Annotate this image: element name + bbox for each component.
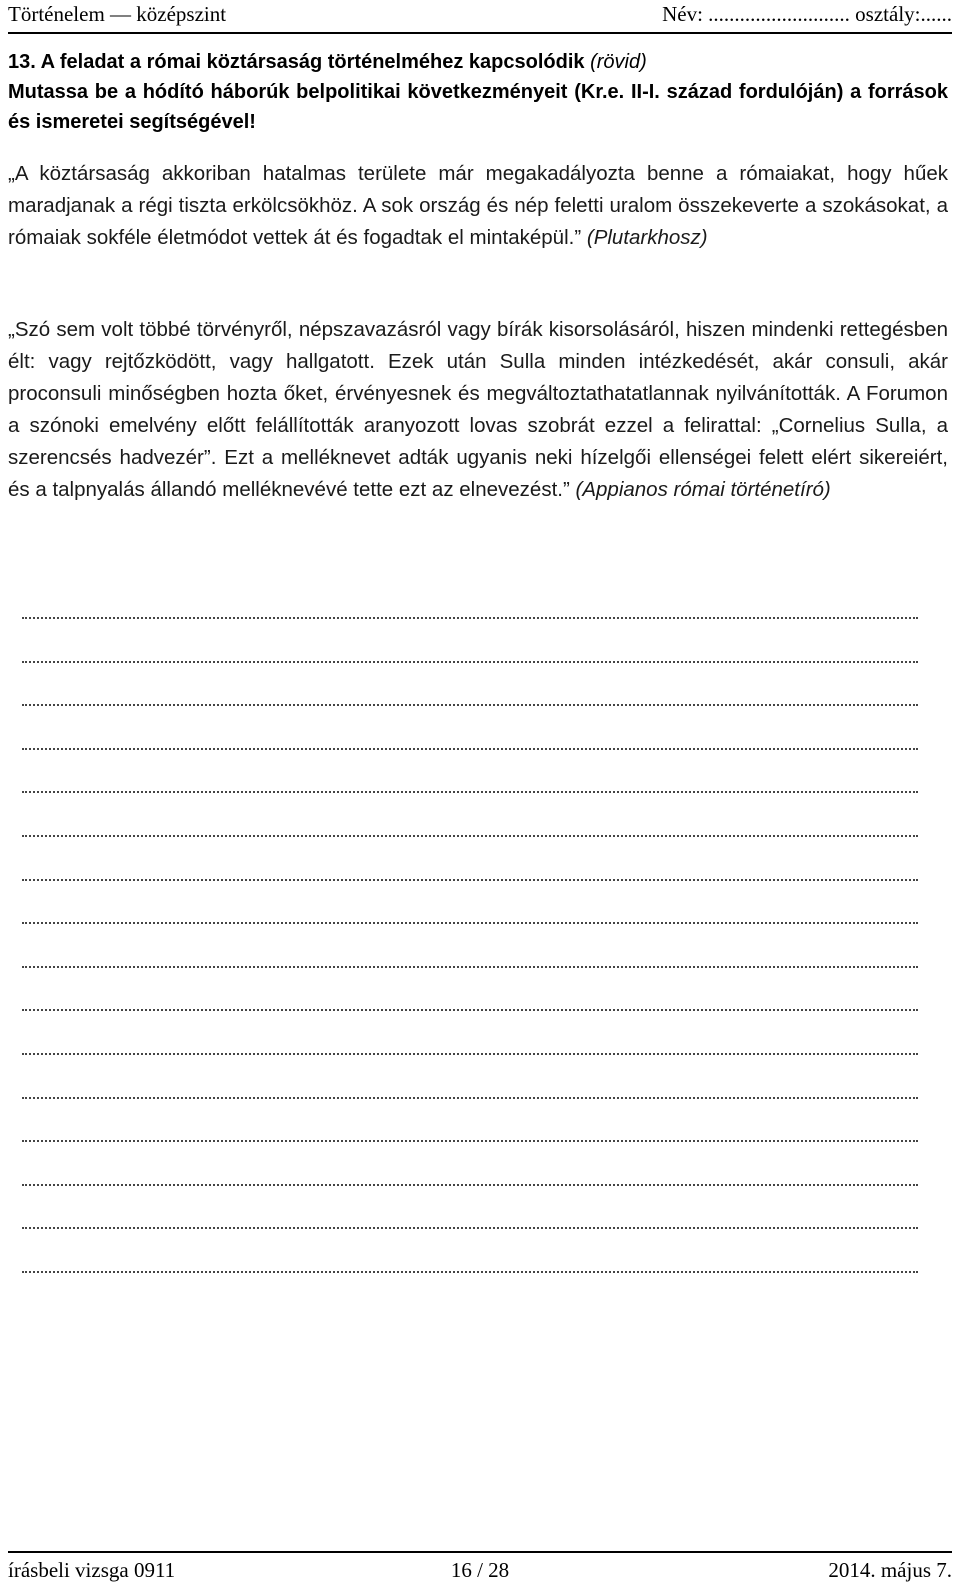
answer-line[interactable]: [22, 1009, 918, 1011]
source-text: „A köztársaság akkoriban hatalmas területe már megakadályozta benne a rómaiakat, hogy hűek maradjanak a régi tiszta erkölcsökhöz. A sok ország és nép feletti uralom összekeverte a szokásokat, a rómaiak sokféle életmódot vettek át és fogadtak el mintaképül.”: [8, 162, 948, 249]
answer-line[interactable]: [22, 922, 918, 924]
answer-line[interactable]: [22, 617, 918, 619]
footer-page-number: 16 / 28: [450, 1558, 510, 1582]
answer-line[interactable]: [22, 1097, 918, 1099]
answer-line[interactable]: [22, 1271, 918, 1273]
answer-line[interactable]: [22, 1227, 918, 1229]
question-task: Mutassa be a hódító háborúk belpolitikai következményeit (Kr.e. II-I. század fordulóján) a források és ismeretei segítségével!: [8, 81, 948, 133]
header-rule: [8, 32, 952, 34]
header-subject: Történelem — középszint: [8, 2, 227, 26]
question-qualifier: (rövid): [590, 51, 647, 73]
answer-line[interactable]: [22, 879, 918, 881]
header-name-class-field: Név: ........................... osztály:......: [662, 2, 952, 26]
page-header: [0, 0, 960, 30]
source-appianos: [8, 314, 948, 506]
answer-line[interactable]: [22, 835, 918, 837]
question-block: [8, 47, 948, 137]
answer-line[interactable]: [22, 1184, 918, 1186]
answer-line[interactable]: [22, 748, 918, 750]
answer-line[interactable]: [22, 704, 918, 706]
source-attribution: (Appianos római történetíró): [575, 478, 831, 501]
footer-exam-code: írásbeli vizsga 0911: [8, 1558, 176, 1582]
footer-rule: [8, 1551, 952, 1553]
answer-line[interactable]: [22, 661, 918, 663]
source-text: „Szó sem volt többé törvényről, népszavazásról vagy bírák kisorsolásáról, hiszen mindenki rettegésben élt: vagy rejtőzködött, vagy hallgatott. Ezek után Sulla minden intézkedését, akár consuli, akár proconsuli minőségben hozta őket, érvényesnek és megváltoztathatatlannak nyilvánították. A Forumon a szónoki emelvény előtt felállították aranyozott lovas szobrát ezzel a felirattal: „Cornelius Sulla, a szerencsés hadvezér”. Ezt a melléknevet adták ugyanis neki hízelgői ellenségei felett elért sikereiért, és a talpnyalás állandó melléknevévé tette ezt az elnevezést.”: [8, 318, 948, 501]
answer-line[interactable]: [22, 1053, 918, 1055]
source-attribution: (Plutarkhosz): [586, 226, 708, 249]
footer-date: 2014. május 7.: [828, 1558, 952, 1582]
answer-area[interactable]: [22, 617, 918, 1315]
source-plutarkhosz: [8, 158, 948, 254]
answer-line[interactable]: [22, 791, 918, 793]
answer-line[interactable]: [22, 966, 918, 968]
question-title: 13. A feladat a római köztársaság történelméhez kapcsolódik: [8, 51, 585, 73]
answer-line[interactable]: [22, 1140, 918, 1142]
